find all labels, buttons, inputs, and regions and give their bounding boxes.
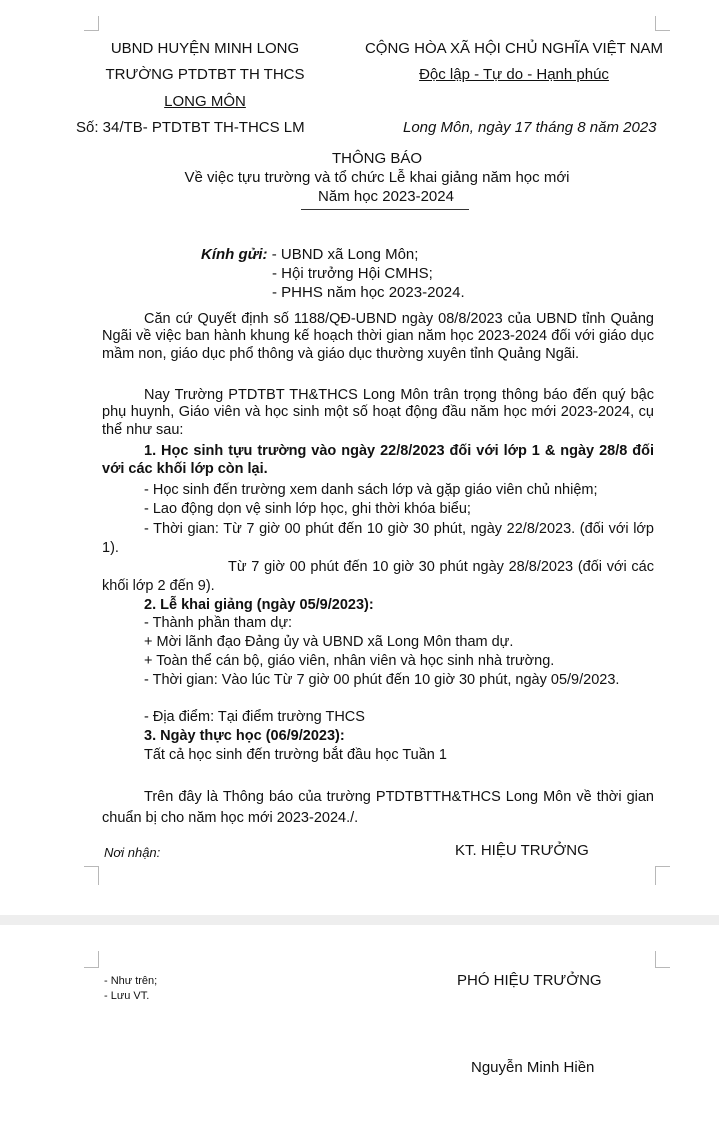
recipient-2: - Hội trưởng Hội CMHS;: [272, 265, 433, 282]
crop-mark-bottom-left: [84, 866, 99, 885]
section-1-item-class-list: - Học sinh đến trường xem danh sách lớp và gặp giáo viên chủ nhiệm;: [144, 482, 598, 498]
section-1-item-time-other-grades: Từ 7 giờ 00 phút đến 10 giờ 30 phút ngày 28/8/2023 (đối với các khối lớp 2 đến 9).: [102, 559, 654, 594]
received-item-2: - Lưu VT.: [104, 990, 150, 1002]
section-1-item-time-grade1: - Thời gian: Từ 7 giờ 00 phút đến 10 giờ 30 phút, ngày 22/8/2023. (đối với lớp 1).: [102, 521, 654, 556]
crop-mark-top-left-p2: [84, 951, 99, 968]
section-2-item-location: - Địa điểm: Tại điểm trường THCS: [144, 709, 365, 725]
page-separator: [0, 915, 719, 925]
recipients-line-1: [201, 246, 418, 263]
recipient-1: - UBND xã Long Môn;: [267, 246, 419, 263]
recipient-3: - PHHS năm học 2023-2024.: [272, 284, 465, 301]
section-2-item-staff: + Toàn thể cán bộ, giáo viên, nhân viên và học sinh nhà trường.: [144, 653, 555, 669]
recipients-label: Kính gửi:: [201, 246, 268, 263]
document-page-2: [0, 925, 719, 1138]
header-motto: Độc lập - Tự do - Hạnh phúc: [419, 66, 609, 83]
header-school-place: LONG MÔN: [164, 93, 246, 110]
crop-mark-top-left: [84, 16, 99, 31]
section-1-title: 1. Học sinh tựu trường vào ngày 22/8/2023 đối với lớp 1 & ngày 28/8 đối với các khối lớp còn lại.: [102, 443, 654, 477]
title-underline: [301, 209, 469, 210]
school-year: Năm học 2023-2024: [318, 188, 454, 205]
crop-mark-bottom-right: [655, 866, 670, 885]
closing-paragraph: Trên đây là Thông báo của trường PTDTBTTH&THCS Long Môn về thời gian chuẩn bị cho năm học mới 2023-2024./.: [102, 789, 654, 826]
signer-title: PHÓ HIỆU TRƯỞNG: [457, 972, 602, 989]
paragraph-legal-basis: Căn cứ Quyết định số 1188/QĐ-UBND ngày 08/8/2023 của UBND tỉnh Quảng Ngãi về việc ban hành khung kế hoạch thời gian năm học 2023-2024 đối với giáo dục mầm non, giáo dục phổ thông và giáo dục thường xuyên tỉnh Quảng Ngãi.: [102, 311, 654, 362]
section-2-title: 2. Lễ khai giảng (ngày 05/9/2023):: [144, 597, 374, 613]
paragraph-announcement: Nay Trường PTDTBT TH&THCS Long Môn trân trọng thông báo đến quý bậc phụ huynh, Giáo viên và học sinh một số hoạt động đầu năm học mới 2023-2024, cụ thể như sau:: [102, 387, 654, 438]
signer-name: Nguyễn Minh Hiền: [471, 1059, 595, 1076]
crop-mark-top-right: [655, 16, 670, 31]
header-school: TRƯỜNG PTDTBT TH THCS: [105, 66, 305, 83]
section-2-item-participants: - Thành phần tham dự:: [144, 615, 293, 631]
document-subject: Về việc tựu trường và tổ chức Lễ khai giảng năm học mới: [184, 169, 570, 186]
section-1-item-cleaning: - Lao động dọn vệ sinh lớp học, ghi thời khóa biểu;: [144, 501, 471, 517]
signer-on-behalf: KT. HIỆU TRƯỞNG: [455, 842, 589, 859]
document-title: THÔNG BÁO: [331, 150, 423, 167]
section-3-item-classes: Tất cả học sinh đến trường bắt đầu học Tuần 1: [144, 747, 447, 763]
section-2-item-leaders: + Mời lãnh đạo Đảng ủy và UBND xã Long Môn tham dự.: [144, 634, 514, 650]
header-district: UBND HUYỆN MINH LONG: [110, 40, 300, 57]
place-date: Long Môn, ngày 17 tháng 8 năm 2023: [403, 119, 657, 136]
section-2-item-time: - Thời gian: Vào lúc Từ 7 giờ 00 phút đến 10 giờ 30 phút, ngày 05/9/2023.: [144, 672, 620, 688]
received-label: Nơi nhận:: [104, 845, 161, 860]
document-number: Số: 34/TB- PTDTBT TH-THCS LM: [76, 119, 305, 136]
received-item-1: - Như trên;: [104, 975, 158, 987]
header-nation: CỘNG HÒA XÃ HỘI CHỦ NGHĨA VIỆT NAM: [364, 40, 664, 57]
section-3-title: 3. Ngày thực học (06/9/2023):: [144, 728, 345, 744]
crop-mark-top-right-p2: [655, 951, 670, 968]
